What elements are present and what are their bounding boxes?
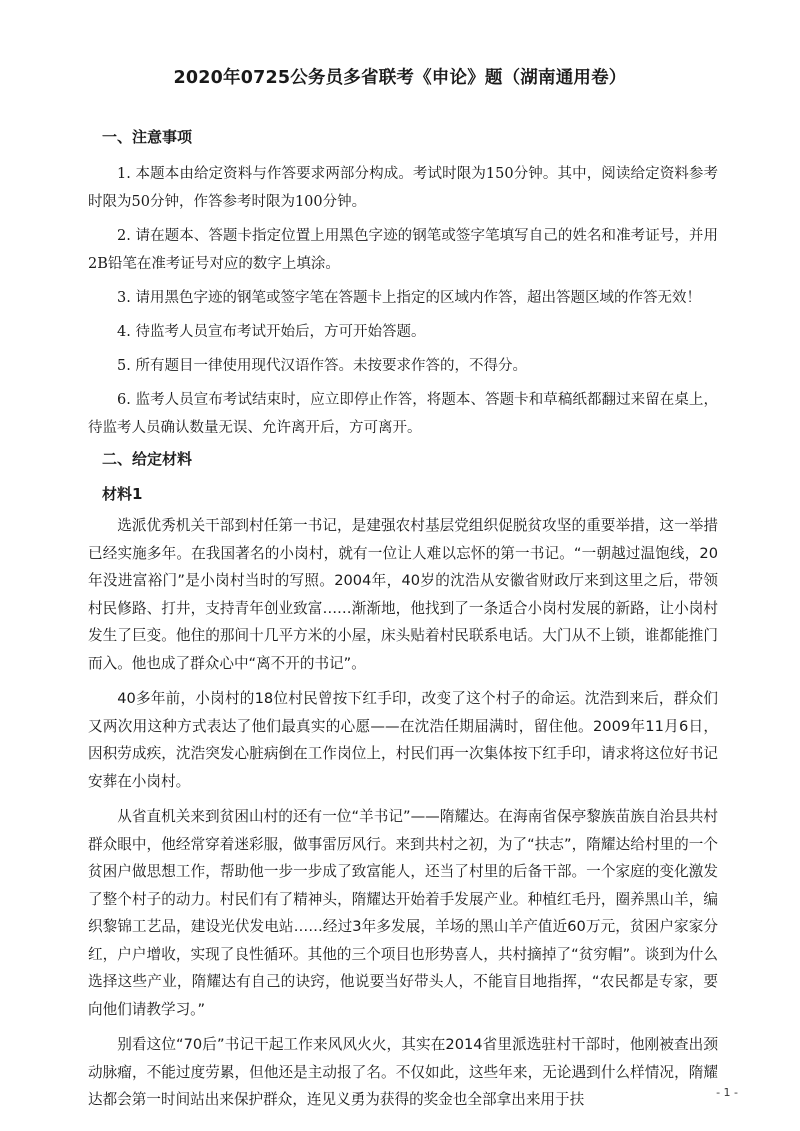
section-heading-materials: 二、给定材料 [102, 450, 193, 468]
section-heading-notice: 一、注意事项 [102, 128, 193, 146]
material-paragraph: 40多年前，小岗村的18位村民曾按下红手印，改变了这个村子的命运。沈浩到来后，群众们又两次用这种方式表达了他们最真实的心愿——在沈浩任期届满时，留住他。2009年11月6日，因积劳成疾，沈浩突发心脏病倒在工作岗位上，村民们再一次集体按下红手印，请求将这位好书记安葬在小岗村。 [88, 690, 718, 790]
material-paragraph: 别看这位“70后”书记干起工作来风风火火，其实在2014省里派选驻村干部时，他刚被查出颈动脉瘤，不能过度劳累，但他还是主动报了名。不仅如此，这些年来，无论遇到什么样情况，隋耀达都会第一时间站出来保护群众，连见义勇为获得的奖金也全部拿出来用于扶 [88, 1036, 718, 1108]
notice-item: 6. 监考人员宣布考试结束时，应立即停止作答，将题本、答题卡和草稿纸都翻过来留在桌上，待监考人员确认数量无误、允许离开后，方可离开。 [88, 392, 718, 436]
notice-item: 2. 请在题本、答题卡指定位置上用黑色字迹的钢笔或签字笔填写自己的姓名和准考证号，并用2B铅笔在准考证号对应的数字上填涂。 [88, 228, 718, 272]
notice-item: 3. 请用黑色字迹的钢笔或签字笔在答题卡上指定的区域内作答，超出答题区域的作答无效！ [117, 290, 701, 306]
page-number: - 1 - [716, 1086, 738, 1099]
notice-item: 4. 待监考人员宣布考试开始后，方可开始答题。 [117, 324, 426, 340]
notice-item: 1. 本题本由给定资料与作答要求两部分构成。考试时限为150分钟。其中，阅读给定资料参考时限为50分钟，作答参考时限为100分钟。 [88, 166, 718, 210]
material-paragraph: 从省直机关来到贫困山村的还有一位“羊书记”——隋耀达。在海南省保亭黎族苗族自治县共村群众眼中，他经常穿着迷彩服，做事雷厉风行。来到共村之初，为了“扶志”，隋耀达给村里的一个贫困户做思想工作，帮助他一步一步成了致富能人，还当了村里的后备干部。一个家庭的变化激发了整个村子的动力。村民们有了精神头，隋耀达开始着手发展产业。种植红毛丹，圈养黑山羊，编织黎锦工艺品，建设光伏发电站……经过3年多发展，羊场的黑山羊产值近60万元，贫困户家家分红，户户增收，实现了良性循环。其他的三个项目也形势喜人，共村摘掉了“贫穷帽”。谈到为什么选择这些产业，隋耀达有自己的诀窍，他说要当好带头人，不能盲目地指挥，“农民都是专家，要向他们请教学习。” [88, 808, 718, 1018]
material-paragraph: 选派优秀机关干部到村任第一书记，是建强农村基层党组织促脱贫攻坚的重要举措，这一举措已经实施多年。在我国著名的小岗村，就有一位让人难以忘怀的第一书记。“一朝越过温饱线，20年没进富裕门”是小岗村当时的写照。2004年，40岁的沈浩从安徽省财政厅来到这里之后，带领村民修路、打井，支持青年创业致富……渐渐地，他找到了一条适合小岗村发展的新路，让小岗村发生了巨变。他住的那间十几平方米的小屋，床头贴着村民联系电话。大门从不上锁，谁都能推门而入。他也成了群众心中“离不开的书记”。 [88, 517, 718, 672]
document-title: 2020年0725公务员多省联考《申论》题（湖南通用卷） [173, 68, 627, 88]
document-body [88, 126, 718, 1122]
material-label: 材料1 [102, 485, 143, 503]
notice-item: 5. 所有题目一律使用现代汉语作答。未按要求作答的，不得分。 [117, 358, 527, 374]
